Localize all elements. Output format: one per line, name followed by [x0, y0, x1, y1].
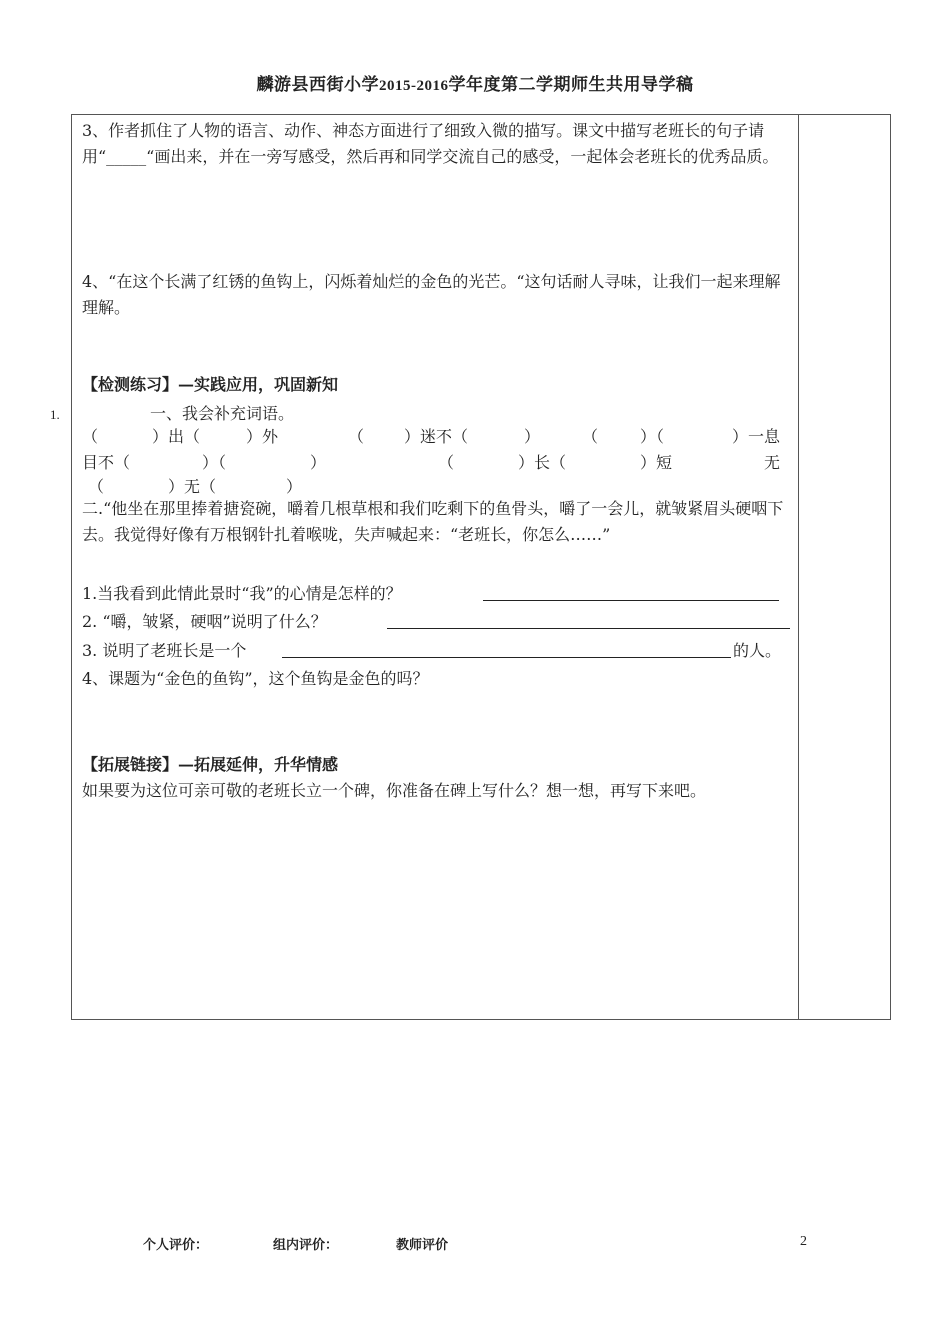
- question-4: 4、课题为“金色的鱼钩”，这个鱼钩是金色的吗？: [82, 669, 429, 688]
- blank-part: ）一息: [732, 427, 781, 446]
- blank-part: ）: [524, 427, 541, 446]
- blank-part: 目不（: [82, 453, 131, 472]
- answer-line-2[interactable]: [387, 628, 790, 629]
- fill-words-row-2: [82, 450, 791, 476]
- blank-part: （: [582, 427, 599, 446]
- blank-part: ）（: [202, 453, 227, 472]
- list-marker: 1.: [50, 407, 60, 422]
- answer-line-3[interactable]: [282, 657, 731, 658]
- extension-heading: 【拓展链接】—拓展延伸，升华情感: [82, 755, 339, 774]
- question-3: 3. 说明了老班长是一个: [82, 641, 247, 660]
- content-table: [71, 114, 891, 1020]
- title-rest: 学年度第二学期师生共用导学稿: [448, 75, 694, 95]
- fill-words-row-1: [82, 424, 791, 450]
- fill-words-title: 一、我会补充词语。: [150, 404, 295, 423]
- blank-part: ）出（: [152, 427, 201, 446]
- extension-text: 如果要为这位可亲可敬的老班长立一个碑，你准备在碑上写什么？想一想，再写下来吧。: [82, 781, 707, 800]
- blank-part: 无: [764, 453, 781, 472]
- section3-instruction: 3、作者抓住了人物的语言、动作、神态方面进行了细致入微的描写。课文中描写老班长的句子请用“_____“画出来，并在一旁写感受，然后再和同学交流自己的感受，一起体会老班长的优秀品质。: [82, 121, 779, 166]
- blank-part: ）外: [246, 427, 279, 446]
- blank-part: （: [82, 427, 99, 446]
- notes-column-divider: [798, 114, 799, 1020]
- question-2: 2. “嚼，皱紧，硬咽”说明了什么？: [82, 612, 327, 631]
- blank-part: （: [348, 427, 365, 446]
- practice-heading: 【检测练习】—实践应用，巩固新知: [82, 375, 339, 394]
- blank-part: ）迷不（: [404, 427, 469, 446]
- section4-instruction: 4、“在这个长满了红锈的鱼钩上，闪烁着灿烂的金色的光芒。“这句话耐人寻味，让我们一起来理解理解。: [82, 272, 781, 317]
- school-year: 2015-2016: [379, 78, 449, 94]
- blank-part: ）长（: [518, 453, 567, 472]
- school-name: 麟游县西街小学: [256, 75, 379, 95]
- teacher-evaluation-label: 教师评价: [396, 1238, 449, 1253]
- blank-part: ）无（: [168, 477, 217, 496]
- blank-part: （: [438, 453, 455, 472]
- blank-part: ）（: [640, 427, 665, 446]
- reading-passage: 二.“他坐在那里捧着搪瓷碗，嚼着几根草根和我们吃剩下的鱼骨头，嚼了一会儿，就皱紧眉头硬咽下去。我觉得好像有万根钢针扎着喉咙，失声喊起来：“老班长，你怎么……”: [82, 499, 784, 544]
- page-title: [0, 70, 950, 95]
- page-number: 2: [800, 1234, 807, 1249]
- blank-part: （: [88, 477, 105, 496]
- blank-part: ）: [286, 477, 303, 496]
- blank-part: ）: [310, 453, 327, 472]
- blank-part: ）短: [640, 453, 673, 472]
- question-1: 1.当我看到此情此景时“我”的心情是怎样的？: [82, 584, 402, 603]
- question-3-suffix: 的人。: [733, 641, 782, 660]
- answer-line-1[interactable]: [483, 600, 779, 601]
- personal-evaluation-label: 个人评价：: [143, 1238, 209, 1253]
- group-evaluation-label: 组内评价：: [273, 1238, 339, 1253]
